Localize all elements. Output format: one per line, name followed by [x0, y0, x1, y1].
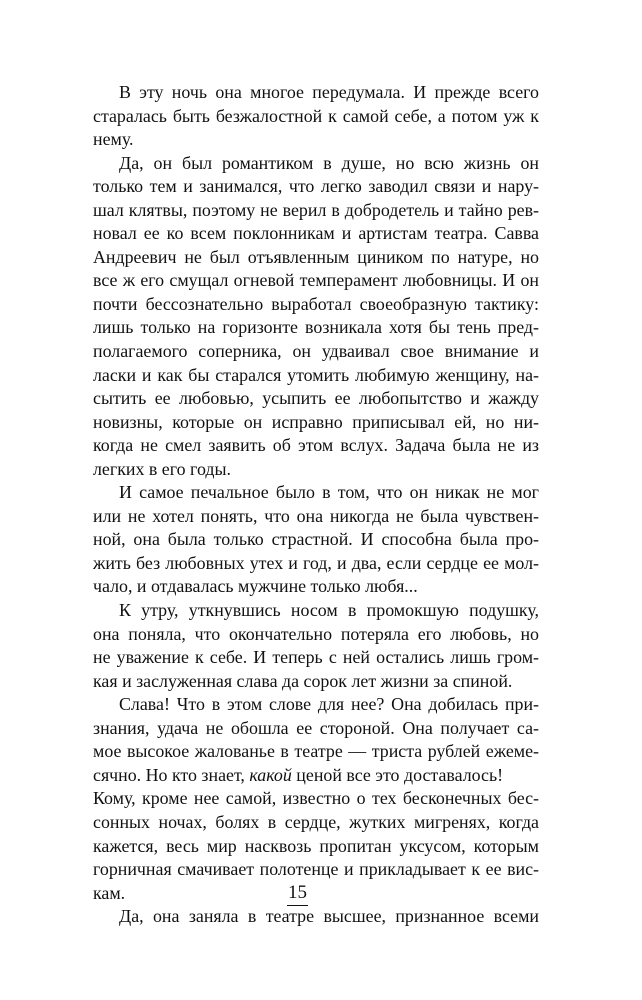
page-number: 15 — [287, 882, 308, 906]
text-line: сонных ночах, болях в сердце, жутких мигренях, когда — [93, 811, 539, 832]
text-line: знания, удача не обошла ее стороной. Она получает са- — [93, 717, 539, 738]
text-line: ласки и как бы старался утомить любимую женщину, на- — [93, 364, 539, 385]
text-line: Слава! Что в этом слове для нее? Она добилась при- — [119, 694, 539, 715]
text-line: нему. — [93, 129, 134, 150]
text-line: не уважение к себе. И теперь с ней остались лишь гром- — [93, 647, 539, 668]
text-line: почти бессознательно выработал своеобразную тактику: — [93, 293, 539, 314]
text-line: горничная смачивает полотенце и прикладывает к ее вис- — [93, 859, 539, 880]
text-line: только тем и занимался, что легко заводил связи и нару- — [93, 176, 539, 197]
text-line: старалась быть безжалостной к самой себе, а потом уж к — [93, 105, 539, 126]
text-line: В эту ночь она многое передумала. И прежде всего — [119, 82, 539, 102]
text-line: сытить ее любовью, усыпить ее любопытство и жажду — [93, 388, 539, 409]
text-line: Андреевич не был отъявленным циником по натуре, но — [93, 246, 539, 267]
text-line: мое высокое жалованье в театре — триста рублей ежеме- — [93, 741, 539, 762]
text-line: легких в его годы. — [93, 458, 231, 479]
text-line: полагаемого соперника, он удваивал свое внимание и — [93, 341, 539, 362]
text-line: кая и заслуженная слава да сорок лет жизни за спиной. — [93, 670, 513, 691]
text-line: кажется, весь мир насквозь пропитан уксусом, которым — [93, 835, 539, 856]
text-line: новал ее ко всем поклонникам и артистам театра. Савва — [93, 223, 539, 244]
text-segment: ценой все это доставалось! — [291, 764, 504, 785]
text-line: ной, она была только страстной. И способна была про- — [93, 529, 539, 550]
body-text — [93, 81, 539, 929]
text-line: когда не смел заявить об этом вслух. Задача была не из — [93, 435, 539, 456]
italic-emphasis: какой — [249, 764, 292, 785]
text-line: шал клятвы, поэтому не верил в добродетель и тайно рев- — [93, 199, 539, 220]
text-line: Да, она заняла в театре высшее, признанное всеми — [119, 906, 539, 927]
text-line: И самое печальное было в том, что он никак не мог — [119, 482, 539, 503]
text-line: Да, он был романтиком в душе, но всю жизнь он — [119, 152, 539, 173]
text-segment: сячно. Но кто знает, — [93, 764, 250, 785]
text-line: К утру, уткнувшись носом в промокшую подушку, — [119, 600, 539, 621]
text-line: она поняла, что окончательно потеряла его любовь, но — [93, 623, 539, 644]
text-line: лишь только на горизонте возникала хотя бы тень пред- — [93, 317, 539, 338]
text-line: жить без любовных утех и год, и два, если сердце ее мол- — [93, 552, 539, 573]
text-line: кам. — [93, 882, 126, 903]
text-line: или не хотел понять, что она никогда не была чувствен- — [93, 505, 539, 526]
text-line: чало, и отдавалась мужчине только любя... — [93, 576, 418, 597]
text-line — [93, 764, 539, 788]
text-line: все ж его смущал огневой темперамент любовницы. И он — [93, 270, 539, 291]
text-line: новизны, которые он исправно приписывал ей, но ни- — [93, 411, 539, 432]
text-line: Кому, кроме нее самой, известно о тех бесконечных бес- — [93, 788, 539, 809]
